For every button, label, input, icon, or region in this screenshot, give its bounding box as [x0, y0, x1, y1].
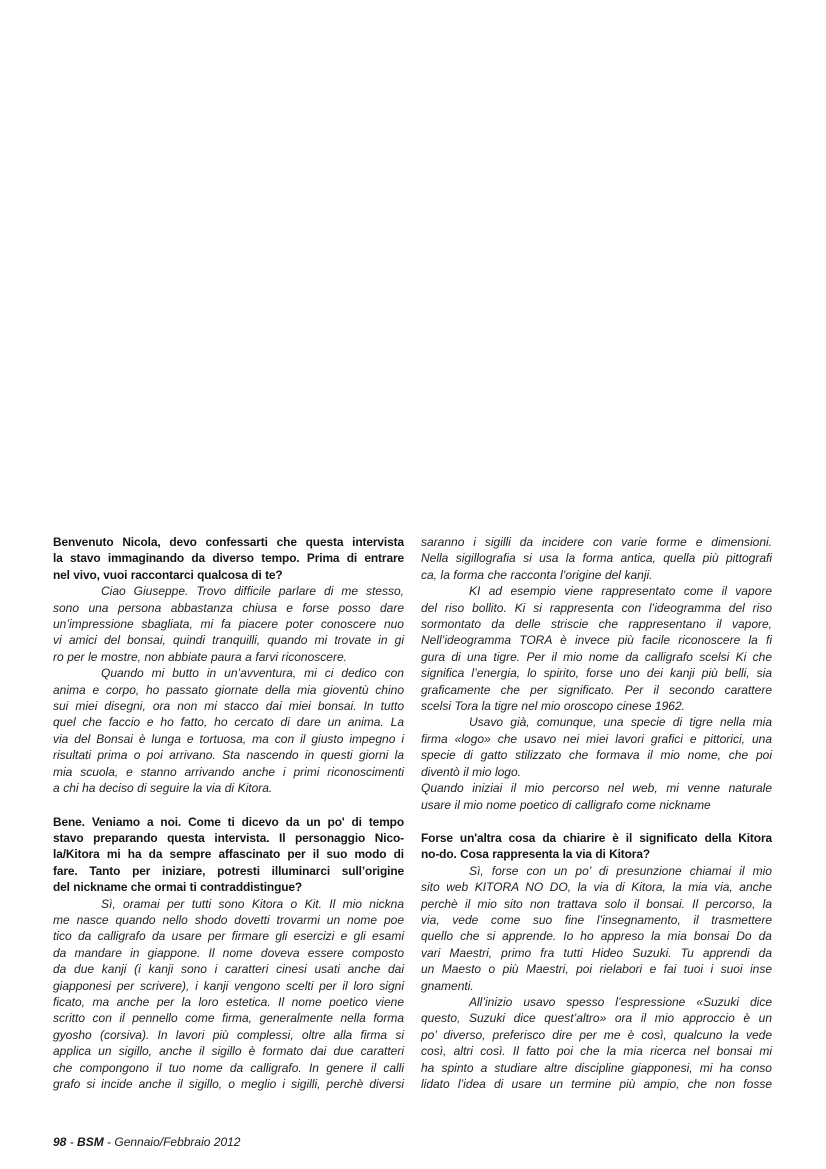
text-line: gura di una tigre. Per il mio nome da calligrafo scelsi Ki che: [421, 649, 772, 664]
text-line: scritto con il pennello come firma, generalmente nella forma: [53, 1011, 404, 1026]
text-line: un Maesto o più Maestri, poi rielabori e fai tuoi i suoi inse: [421, 962, 772, 977]
text-line: Ciao Giuseppe. Trovo difficile parlare di me stesso,: [101, 584, 404, 599]
text-line: fare. Tanto per iniziare, potresti illuminarci sull’origine: [53, 863, 404, 878]
text-line: sono una persona abbastanza chiusa e forse posso dare: [53, 600, 404, 615]
text-line: quel che faccio e ho fatto, ho cercato di dare un anima. La: [53, 715, 404, 730]
text-line: ficato, ma anche per la loro estetica. Il nome poetico viene: [53, 994, 404, 1009]
text-line: via del Bonsai è lunga e tortuosa, ma con il giusto impegno i: [53, 731, 404, 746]
text-line: significa l’energia, lo spirito, forse uno dei kanji più belli, sia: [421, 666, 772, 681]
interview-question: [53, 534, 404, 583]
footer-issue-date: Gennaio/Febbraio 2012: [114, 1135, 241, 1149]
text-line: vi amici del bonsai, quindi tranquilli, quando mi trovate in gi: [53, 633, 404, 648]
text-line: Quando iniziai il mio percorso nel web, mi venne naturale: [421, 781, 772, 796]
text-column-right: [421, 534, 772, 1092]
text-line: sormontato da delle striscie che rappresentano il vapore,: [421, 617, 772, 632]
interview-question: [421, 830, 772, 863]
interview-answer: [421, 994, 772, 1092]
text-line: KI ad esempio viene rappresentato come il vapore: [469, 584, 772, 599]
text-line: Nella sigillografia si usa la forma antica, quella più pittografi: [421, 551, 772, 566]
interview-answer: [53, 896, 404, 1093]
text-line: Forse un'altra cosa da chiarire è il significato della Kitora: [421, 830, 772, 845]
text-line: scelsi Tora la tigre nel mio oroscopo cinese 1962.: [421, 699, 685, 714]
text-line: da due kanji (i kanji sono i caratteri cinesi usati anche dai: [53, 962, 404, 977]
text-line: così, altri così. Il fatto poi che la mia ricerca nel bonsai mi: [421, 1044, 772, 1059]
text-line: Sì, forse con un po’ di presunzione chiamai il mio: [469, 863, 772, 878]
text-line: questo, Suzuki dice quest’altro» ora il mio approccio è un: [421, 1011, 772, 1026]
interview-answer: [421, 714, 772, 780]
text-line: saranno i sigilli da incidere con varie forme e dimensioni.: [421, 535, 772, 549]
interview-answer: [421, 534, 772, 583]
text-line: lidato l’idea di usare un termine più ampio, che non fosse: [421, 1077, 772, 1091]
text-column-left: [53, 534, 404, 1092]
footer-page-number: 98: [53, 1135, 67, 1149]
text-line: sito web KITORA NO DO, la via di Kitora, la mia via, anche: [421, 880, 772, 895]
text-line: che compongono il tuo nome da calligrafo. In genere il calli: [53, 1060, 404, 1075]
footer-separator: -: [66, 1135, 78, 1149]
text-line: firma «logo» che usavo nei miei lavori grafici e pittorici, una: [421, 731, 772, 746]
text-line: a chi ha deciso di seguire la via di Kitora.: [53, 781, 273, 796]
text-line: giapponesi per scrivere), i kanji vengono scelti per il loro signi: [53, 978, 404, 993]
text-line: quello che si apprende. Io ho appreso la mia bonsai Do da: [421, 929, 772, 944]
text-line: da mandare in giappone. Il nome doveva essere composto: [53, 945, 404, 960]
text-line: ro per le mostre, non abbiate paura a farvi riconoscere.: [53, 649, 347, 664]
text-line: sui miei disegni, ora non mi stacco dai miei bonsai. In tutto: [53, 699, 404, 714]
text-line: Nell’ideogramma TORA è invece più facile riconoscere la fi: [421, 633, 772, 648]
text-line: specie di gatto stilizzato che formava il mio nome, che poi: [421, 748, 772, 763]
text-line: la stavo immaginando da diverso tempo. Prima di entrare: [53, 551, 404, 566]
text-line: applica un sigillo, anche il sigillo è formato dai due caratteri: [53, 1044, 404, 1059]
text-line: perchè il mio sito non trattava solo il bonsai. Il percorso, la: [421, 896, 772, 911]
text-line: no-do. Cosa rappresenta la via di Kitora?: [421, 847, 651, 862]
text-line: tico da calligrafo da usare per firmare gli esercizi e gli esami: [53, 929, 404, 944]
text-line: Quando mi butto in un’avventura, mi ci dedico con: [101, 666, 404, 681]
text-line: usare il mio nome poetico di calligrafo come nickname: [421, 797, 711, 812]
interview-answer: [421, 780, 772, 813]
text-line: gnamenti.: [421, 978, 474, 993]
text-line: gyosho (corsiva). In lavori più complessi, oltre alla firma si: [53, 1027, 404, 1042]
footer-magazine-name: BSM: [77, 1135, 104, 1149]
interview-answer: [53, 665, 404, 796]
interview-answer: [421, 863, 772, 994]
text-line: graficamente che per significato. Per il secondo carattere: [421, 682, 772, 697]
text-line: risultati prima o poi arrivano. Sta nascendo in questi giorni la: [53, 748, 404, 763]
page-footer: [53, 1135, 240, 1149]
text-line: vari Maestri, primo fra tutti Hideo Suzuki. Tu apprendi da: [421, 945, 772, 960]
text-line: anima e corpo, ho passato giornate della mia gioventù chino: [53, 682, 404, 697]
interview-answer: [53, 583, 404, 665]
text-line: nel vivo, vuoi raccontarci qualcosa di te?: [53, 567, 283, 582]
text-line: del nickname che ormai ti contraddistingue?: [53, 880, 303, 895]
text-line: mia scuola, e stanno arrivando anche i primi riconoscimenti: [53, 764, 404, 779]
text-line: Usavo già, comunque, una specie di tigre nella mia: [469, 715, 772, 730]
text-line: del riso bollito. Ki si rappresenta con l’ideogramma del riso: [421, 600, 772, 615]
text-line: ca, la forma che racconta l’origine del kanji.: [421, 567, 653, 582]
interview-question: [53, 814, 404, 896]
text-line: po’ diverso, preferisco dire per me è così, qualcuno la vede: [421, 1027, 772, 1042]
text-line: un’impressione sbagliata, mi fa piacere poter conoscere nuo: [53, 617, 404, 632]
text-line: Benvenuto Nicola, devo confessarti che questa intervista: [53, 535, 404, 549]
text-line: me nasce quando nello shodo dovetti trovarmi un nome poe: [53, 912, 404, 927]
text-line: stavo preparando questa intervista. Il personaggio Nico-: [53, 830, 404, 845]
text-line: Sì, oramai per tutti sono Kitora o Kit. Il mio nickna: [101, 896, 404, 911]
text-line: diventò il mio logo.: [421, 764, 521, 779]
text-line: la/Kitora mi ha da sempre affascinato per il suo modo di: [53, 847, 404, 862]
text-line: grafo si incide anche il sigillo, o meglio i sigilli, perchè diversi: [53, 1077, 404, 1091]
text-line: All’inizio usavo spesso l’espressione «Suzuki dice: [469, 994, 772, 1009]
text-line: via, vede come suo fine l’insegnamento, il trasmettere: [421, 912, 772, 927]
article-text-area: [53, 534, 772, 1092]
text-line: ha spinto a studiare altre discipline giapponesi, mi ha conso: [421, 1060, 772, 1075]
interview-answer: [421, 583, 772, 714]
footer-separator: -: [103, 1135, 115, 1149]
text-line: Bene. Veniamo a noi. Come ti dicevo da un po' di tempo: [53, 814, 404, 829]
